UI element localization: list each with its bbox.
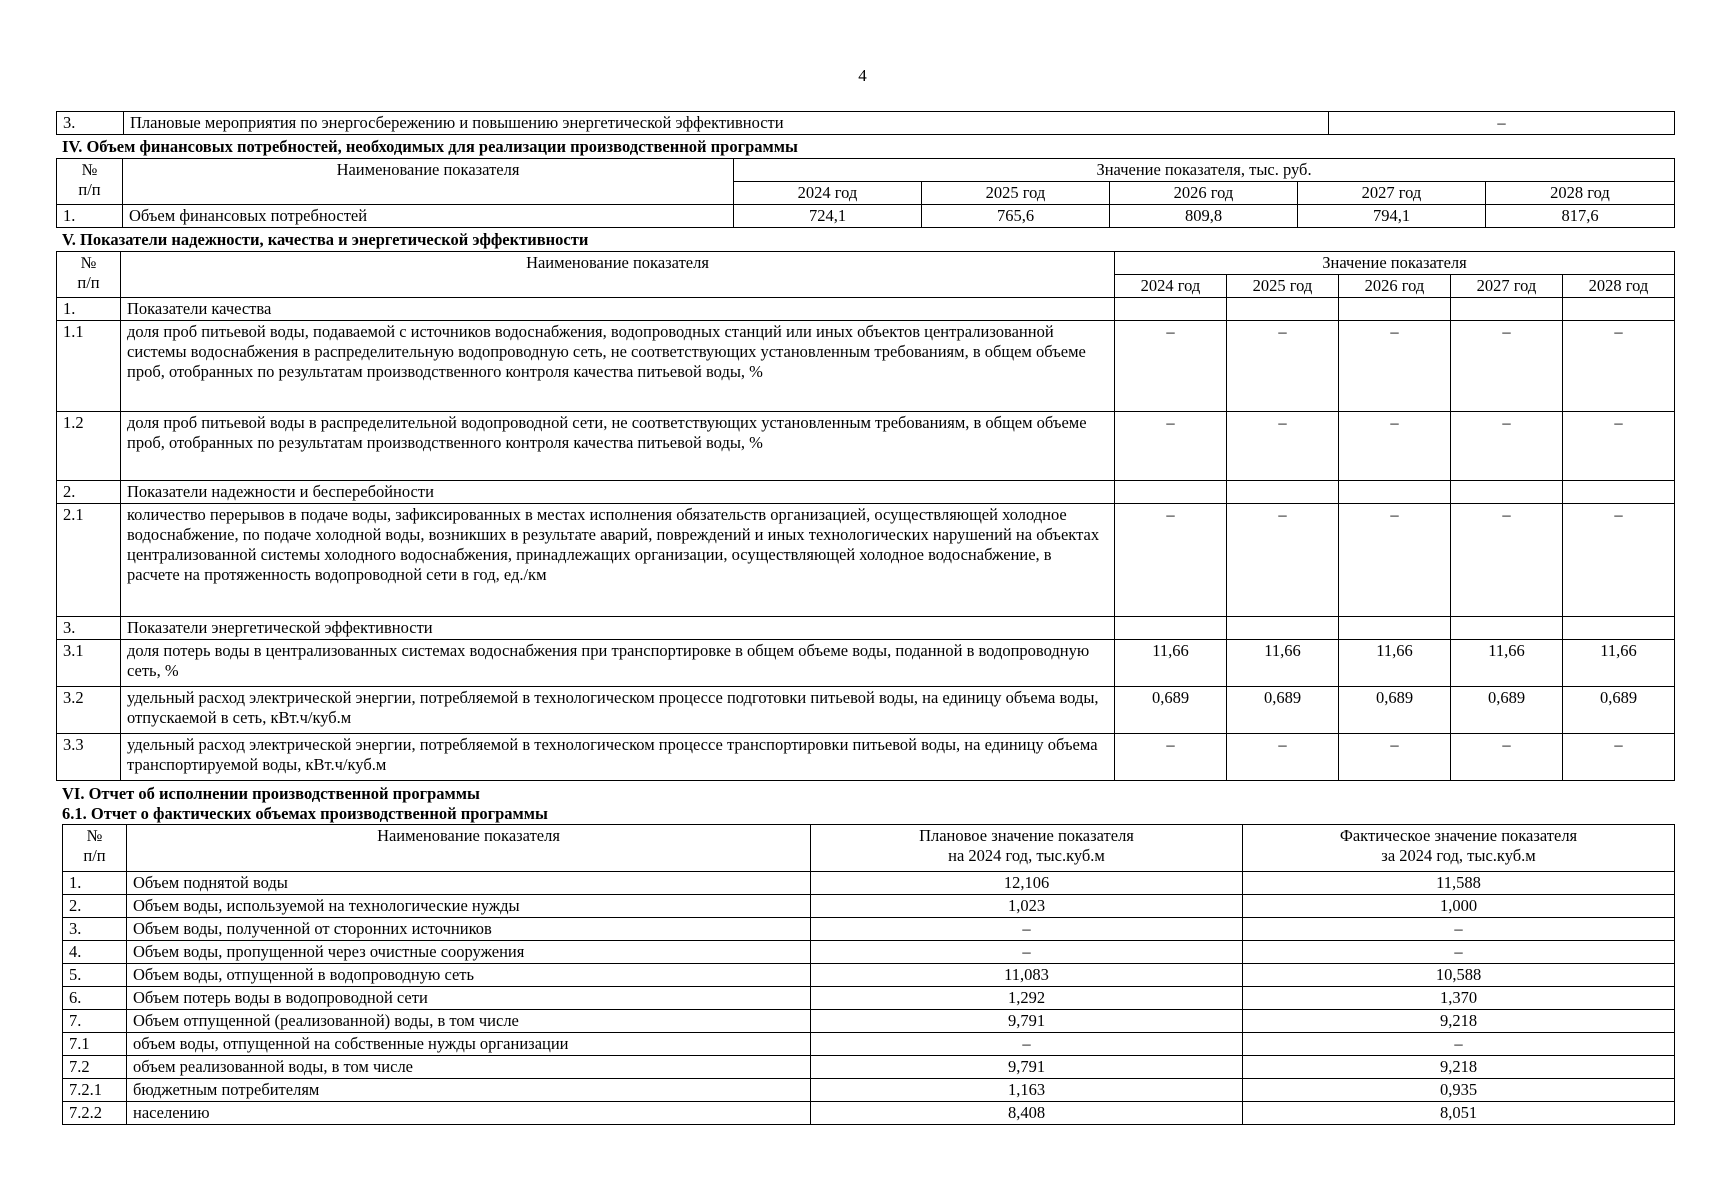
row-value: 794,1 <box>1298 205 1486 228</box>
table-row <box>57 640 1675 687</box>
row-value: – <box>1563 412 1675 481</box>
row-fact: 1,000 <box>1243 895 1675 918</box>
row-plan: 9,791 <box>811 1056 1243 1079</box>
row-name: Плановые мероприятия по энергосбережению и повышению энергетической эффективности <box>124 112 1329 135</box>
row-number: 2.1 <box>57 504 121 617</box>
row-fact: 9,218 <box>1243 1056 1675 1079</box>
row-number: 3.1 <box>57 640 121 687</box>
row-name: Объем воды, полученной от сторонних источников <box>127 918 811 941</box>
header-year: 2027 год <box>1451 275 1563 298</box>
row-plan: 1,163 <box>811 1079 1243 1102</box>
row-value: 809,8 <box>1110 205 1298 228</box>
header-year: 2028 год <box>1563 275 1675 298</box>
row-name: количество перерывов в подаче воды, зафиксированных в местах исполнения обязательств организацией, осуществляющей холодное водоснабжение, по подаче холодной воды, возникших в результате аварий, повреждений и иных технологических нарушений на объектах централизованной системы холодного водоснабжения, принадлежащих организации, осуществляющей холодное водоснабжение, в расчете на протяженность водопроводной сети в год, ед./км <box>121 504 1115 617</box>
table-row <box>63 1079 1675 1102</box>
section-6-title: VI. Отчет об исполнении производственной программы <box>62 784 480 803</box>
row-fact: 9,218 <box>1243 1010 1675 1033</box>
row-number: 7.1 <box>63 1033 127 1056</box>
row-fact: 8,051 <box>1243 1102 1675 1125</box>
row-value: – <box>1563 734 1675 781</box>
row-value: – <box>1451 321 1563 412</box>
row-value <box>1227 481 1339 504</box>
row-number: 1.1 <box>57 321 121 412</box>
row-number: 3.3 <box>57 734 121 781</box>
table-row <box>63 918 1675 941</box>
row-fact: – <box>1243 1033 1675 1056</box>
row-number: 7. <box>63 1010 127 1033</box>
row-name: доля потерь воды в централизованных системах водоснабжения при транспортировке в общем объеме воды, поданной в водопроводную сеть, % <box>121 640 1115 687</box>
header-plan: Плановое значение показателя на 2024 год, тыс.куб.м <box>811 825 1243 872</box>
table-actual-volumes <box>62 824 1675 1125</box>
row-value: – <box>1115 504 1227 617</box>
row-value <box>1339 298 1451 321</box>
row-value: – <box>1227 412 1339 481</box>
row-value: – <box>1563 504 1675 617</box>
row-number: 1. <box>63 872 127 895</box>
row-value: 11,66 <box>1563 640 1675 687</box>
row-value: – <box>1339 734 1451 781</box>
table-row <box>63 1010 1675 1033</box>
row-name: Объем воды, отпущенной в водопроводную сеть <box>127 964 811 987</box>
row-value <box>1451 298 1563 321</box>
table-row <box>63 895 1675 918</box>
header-year: 2026 год <box>1110 182 1298 205</box>
table-header-row <box>57 159 1675 182</box>
row-value <box>1563 481 1675 504</box>
row-value: 0,689 <box>1339 687 1451 734</box>
row-name: объем воды, отпущенной на собственные нужды организации <box>127 1033 811 1056</box>
row-number: 1. <box>57 205 123 228</box>
row-number: 4. <box>63 941 127 964</box>
row-value: – <box>1227 321 1339 412</box>
table-row <box>57 617 1675 640</box>
row-value: – <box>1329 112 1675 135</box>
table-row <box>57 687 1675 734</box>
header-fact: Фактическое значение показателя за 2024 год, тыс.куб.м <box>1243 825 1675 872</box>
row-value <box>1339 617 1451 640</box>
table-row <box>57 205 1675 228</box>
header-year: 2025 год <box>922 182 1110 205</box>
row-value: – <box>1339 321 1451 412</box>
table-row <box>57 112 1675 135</box>
row-plan: 8,408 <box>811 1102 1243 1125</box>
row-value <box>1115 617 1227 640</box>
row-value <box>1563 617 1675 640</box>
row-number: 1. <box>57 298 121 321</box>
row-name: Объем финансовых потребностей <box>123 205 734 228</box>
table-header-row <box>57 252 1675 275</box>
header-value: Значение показателя, тыс. руб. <box>734 159 1675 182</box>
row-value <box>1451 481 1563 504</box>
row-fact: – <box>1243 941 1675 964</box>
row-value <box>1115 481 1227 504</box>
row-value: 11,66 <box>1115 640 1227 687</box>
header-name: Наименование показателя <box>123 159 734 205</box>
row-value: 0,689 <box>1563 687 1675 734</box>
row-value: – <box>1115 412 1227 481</box>
row-value <box>1227 617 1339 640</box>
row-value: – <box>1339 504 1451 617</box>
row-value: – <box>1339 412 1451 481</box>
row-number: 1.2 <box>57 412 121 481</box>
header-year: 2024 год <box>1115 275 1227 298</box>
header-year: 2026 год <box>1339 275 1451 298</box>
row-value: – <box>1115 734 1227 781</box>
row-name: Объем воды, пропущенной через очистные сооружения <box>127 941 811 964</box>
row-number: 7.2.2 <box>63 1102 127 1125</box>
row-name: Показатели энергетической эффективности <box>121 617 1115 640</box>
header-num: № п/п <box>57 159 123 205</box>
table-row <box>57 321 1675 412</box>
row-name: бюджетным потребителям <box>127 1079 811 1102</box>
row-name: Показатели надежности и бесперебойности <box>121 481 1115 504</box>
page-number: 4 <box>858 66 867 85</box>
row-value: 0,689 <box>1227 687 1339 734</box>
row-value: – <box>1451 734 1563 781</box>
row-value <box>1339 481 1451 504</box>
header-name: Наименование показателя <box>121 252 1115 298</box>
row-value: – <box>1115 321 1227 412</box>
row-name: удельный расход электрической энергии, потребляемой в технологическом процессе транспортировки питьевой воды, на единицу объема транспортируемой воды, кВт.ч/куб.м <box>121 734 1115 781</box>
row-name: доля проб питьевой воды, подаваемой с источников водоснабжения, водопроводных станций или иных объектов централизованной системы водоснабжения в распределительную водопроводную сеть, не соответствующих установленным требованиям, в общем объеме проб, отобранных по результатам производственного контроля качества питьевой воды, % <box>121 321 1115 412</box>
table-row <box>57 412 1675 481</box>
row-fact: – <box>1243 918 1675 941</box>
row-number: 2. <box>63 895 127 918</box>
row-plan: 1,292 <box>811 987 1243 1010</box>
row-value: – <box>1227 734 1339 781</box>
row-fact: 10,588 <box>1243 964 1675 987</box>
row-number: 3. <box>57 112 124 135</box>
table-header-row <box>63 825 1675 872</box>
row-fact: 11,588 <box>1243 872 1675 895</box>
row-value <box>1227 298 1339 321</box>
header-year: 2024 год <box>734 182 922 205</box>
table-row <box>57 298 1675 321</box>
row-name: объем реализованной воды, в том числе <box>127 1056 811 1079</box>
row-value: 765,6 <box>922 205 1110 228</box>
table-row <box>63 1056 1675 1079</box>
table-row <box>63 1102 1675 1125</box>
table-row <box>57 504 1675 617</box>
row-number: 7.2 <box>63 1056 127 1079</box>
row-value <box>1115 298 1227 321</box>
row-value <box>1563 298 1675 321</box>
row-name: доля проб питьевой воды в распределительной водопроводной сети, не соответствующих установленным требованиям, в общем объеме проб, отобранных по результатам производственного контроля качества питьевой воды, % <box>121 412 1115 481</box>
header-num: № п/п <box>63 825 127 872</box>
row-value: 0,689 <box>1115 687 1227 734</box>
header-num: № п/п <box>57 252 121 298</box>
table-row <box>63 964 1675 987</box>
row-number: 3.2 <box>57 687 121 734</box>
row-number: 6. <box>63 987 127 1010</box>
row-number: 7.2.1 <box>63 1079 127 1102</box>
row-value: 0,689 <box>1451 687 1563 734</box>
row-name: населению <box>127 1102 811 1125</box>
table-energy-measures <box>56 111 1675 135</box>
table-indicators <box>56 251 1675 781</box>
row-number: 2. <box>57 481 121 504</box>
table-row <box>63 987 1675 1010</box>
row-plan: 1,023 <box>811 895 1243 918</box>
row-number: 3. <box>57 617 121 640</box>
row-value: 11,66 <box>1227 640 1339 687</box>
row-plan: – <box>811 918 1243 941</box>
section-4-title: IV. Объем финансовых потребностей, необходимых для реализации производственной программы <box>62 137 798 156</box>
row-name: удельный расход электрической энергии, потребляемой в технологическом процессе подготовки питьевой воды, на единицу объема воды, отпускаемой в сеть, кВт.ч/куб.м <box>121 687 1115 734</box>
header-year: 2028 год <box>1486 182 1675 205</box>
header-name: Наименование показателя <box>127 825 811 872</box>
table-row <box>63 941 1675 964</box>
table-row <box>63 1033 1675 1056</box>
row-value: – <box>1563 321 1675 412</box>
header-year: 2025 год <box>1227 275 1339 298</box>
row-plan: 9,791 <box>811 1010 1243 1033</box>
section-6-1-title: 6.1. Отчет о фактических объемах производственной программы <box>62 804 548 823</box>
row-name: Объем поднятой воды <box>127 872 811 895</box>
row-value: – <box>1451 412 1563 481</box>
row-name: Объем потерь воды в водопроводной сети <box>127 987 811 1010</box>
row-number: 5. <box>63 964 127 987</box>
row-fact: 1,370 <box>1243 987 1675 1010</box>
row-name: Показатели качества <box>121 298 1115 321</box>
row-value: – <box>1227 504 1339 617</box>
row-plan: 12,106 <box>811 872 1243 895</box>
row-value: 11,66 <box>1451 640 1563 687</box>
row-plan: – <box>811 1033 1243 1056</box>
table-row <box>63 872 1675 895</box>
row-plan: 11,083 <box>811 964 1243 987</box>
table-row <box>57 734 1675 781</box>
row-name: Объем отпущенной (реализованной) воды, в том числе <box>127 1010 811 1033</box>
row-number: 3. <box>63 918 127 941</box>
section-5-title: V. Показатели надежности, качества и энергетической эффективности <box>62 230 589 249</box>
row-name: Объем воды, используемой на технологические нужды <box>127 895 811 918</box>
table-row <box>57 481 1675 504</box>
row-value <box>1451 617 1563 640</box>
header-year: 2027 год <box>1298 182 1486 205</box>
table-financial-needs <box>56 158 1675 228</box>
row-value: 724,1 <box>734 205 922 228</box>
row-value: 817,6 <box>1486 205 1675 228</box>
row-plan: – <box>811 941 1243 964</box>
header-value: Значение показателя <box>1115 252 1675 275</box>
row-fact: 0,935 <box>1243 1079 1675 1102</box>
row-value: 11,66 <box>1339 640 1451 687</box>
row-value: – <box>1451 504 1563 617</box>
